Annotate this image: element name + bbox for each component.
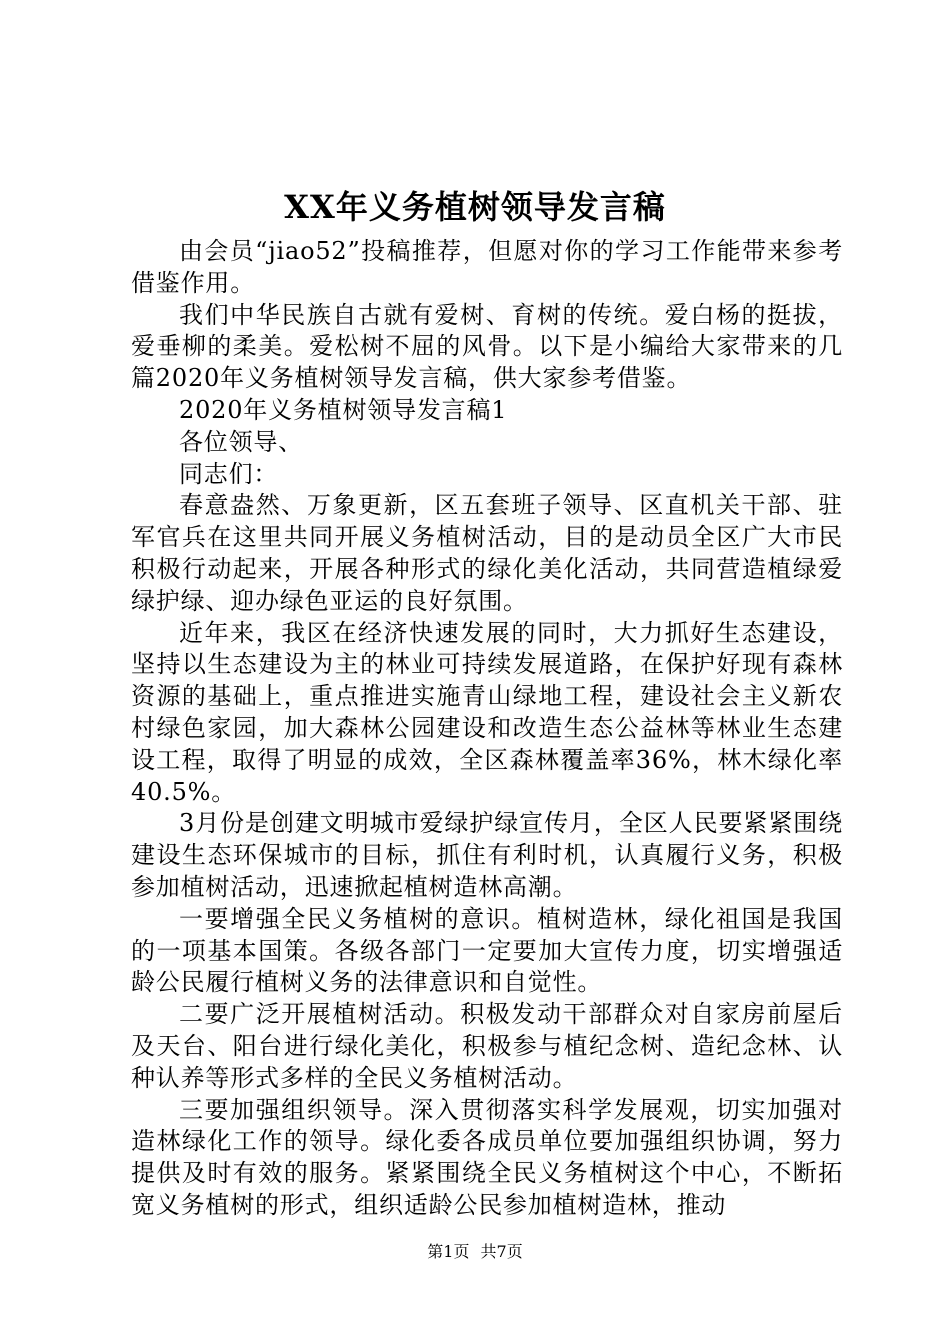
paragraph: 由会员“jiao52”投稿推荐，但愿对你的学习工作能带来参考借鉴作用。	[131, 237, 843, 297]
section-heading: 2020年义务植树领导发言稿1	[179, 395, 508, 424]
document-title: XX年义务植树领导发言稿	[284, 188, 666, 226]
salutation-line: 同志们：	[179, 459, 279, 488]
paragraph: 3月份是创建文明城市爱绿护绿宣传月，全区人民要紧紧围绕建设生态环保城市的目标，抓住有利时机，认真履行义务，积极参加植树活动，迅速掀起植树造林高潮。	[131, 809, 843, 901]
paragraph: 我们中华民族自古就有爱树、育树的传统。爱白杨的挺拔，爱垂柳的柔美。爱松树不屈的风骨。以下是小编给大家带来的几篇2020年义务植树领导发言稿，供大家参考借鉴。	[131, 300, 843, 393]
page-footer: 第1页 共7页	[427, 1242, 523, 1261]
paragraph: 春意盎然、万象更新，区五套班子领导、区直机关干部、驻军官兵在这里共同开展义务植树活动，目的是动员全区广大市民积极行动起来，开展各种形式的绿化美化活动，共同营造植绿爱绿护绿、迎办绿色亚运的良好氛围。	[131, 491, 843, 615]
paragraph: 三要加强组织领导。深入贯彻落实科学发展观，切实加强对造林绿化工作的领导。绿化委各成员单位要加强组织协调，努力提供及时有效的服务。紧紧围绕全民义务植树这个中心，不断拓宽义务植树的形式，组织适龄公民参加植树造林，推动	[131, 1095, 843, 1219]
salutation-line: 各位领导、	[179, 427, 303, 456]
document-body	[131, 236, 843, 1222]
paragraph: 近年来，我区在经济快速发展的同时，大力抓好生态建设，坚持以生态建设为主的林业可持续发展道路，在保护好现有森林资源的基础上，重点推进实施青山绿地工程，建设社会主义新农村绿色家园，加大森林公园建设和改造生态公益林等林业生态建设工程，取得了明显的成效，全区森林覆盖率36%，林木绿化率40.5%。	[131, 618, 843, 806]
paragraph: 二要广泛开展植树活动。积极发动干部群众对自家房前屋后及天台、阳台进行绿化美化，积极参与植纪念树、造纪念林、认种认养等形式多样的全民义务植树活动。	[131, 1000, 843, 1092]
paragraph: 一要增强全民义务植树的意识。植树造林，绿化祖国是我国的一项基本国策。各级各部门一定要加大宣传力度，切实增强适龄公民履行植树义务的法律意识和自觉性。	[131, 904, 843, 997]
